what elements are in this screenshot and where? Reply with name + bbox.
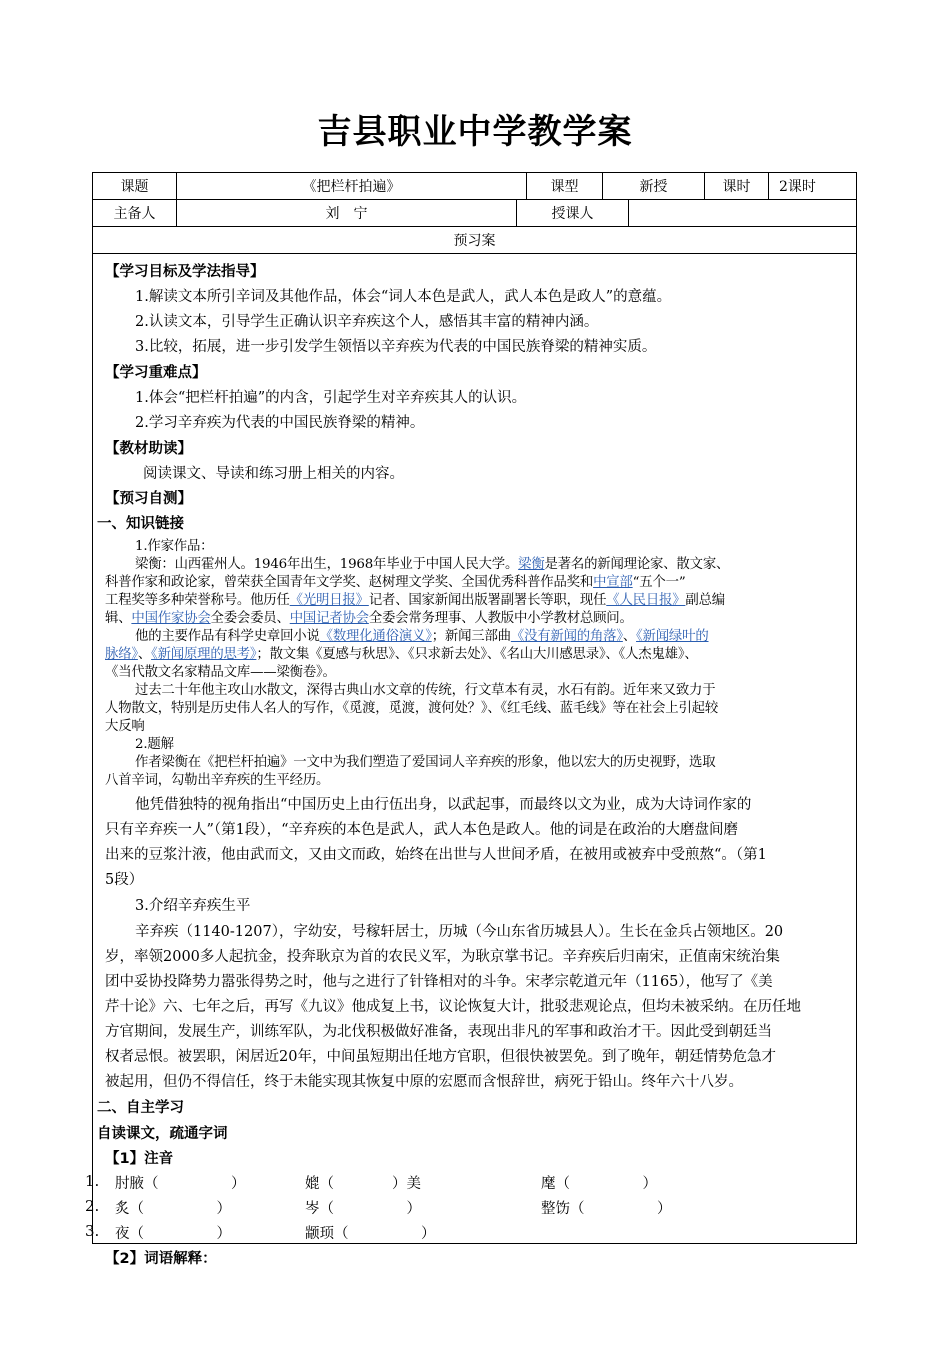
essay-line: 大反响 (105, 719, 145, 734)
topic-explain-line: 5段） (105, 872, 144, 888)
phonetic-row-number: 2. (85, 1197, 100, 1215)
hours-value: 2课时 (779, 179, 816, 195)
topic-value: 《把栏杆拍遍》 (177, 173, 527, 199)
link-journalists-association[interactable]: 中国记者协会 (289, 611, 369, 626)
text-run: 记者、国家新闻出版署副署长等职，现任 (368, 593, 607, 608)
bio-line: 辛弃疾（1140-1207），字幼安，号稼轩居士，历城（今山东省历城县人）。生长在金兵占领地区。20 (135, 924, 784, 940)
link-news-leaves-cont[interactable]: 脉络》 (105, 647, 138, 662)
topic-explain-line: 八首辛词，勾勒出辛弃疾的生平经历。 (105, 773, 330, 788)
link-zhongxuanbu[interactable]: 中宣部 (593, 575, 633, 590)
topic-explain-line: 出来的豆浆汁液，他由武而文，又由文而政，始终在出世与人世间矛盾，在被用或被弃中受煎熬“。（第1 (105, 847, 767, 863)
topic-explain-line: 他凭借独特的视角指出“中国历史上由行伍出身，以武起事，而最终以文为业，成为大诗词作家的 (135, 797, 752, 813)
phonetic-item: 岑（ ） (305, 1201, 421, 1217)
text-run: 全委会常务理事、人教版中小学教材总顾问。 (368, 611, 633, 626)
vocab-heading: 【2】词语解释： (105, 1251, 217, 1267)
self-study-title: 自读课文，疏通字词 (97, 1126, 228, 1142)
text-run: 工程奖等多种荣誉称号。他历任 (105, 593, 290, 608)
text-run: 全委会委员、 (210, 611, 290, 626)
bio-heading: 3.介绍辛弃疾生平 (135, 898, 251, 914)
text-run: “五个一” (632, 575, 686, 590)
keypoint-item: 1.体会“把栏杆拍遍”的内含，引起学生对辛弃疾其人的认识。 (135, 390, 527, 406)
lesson-plan-table (85, 172, 857, 1267)
phonetic-item: 炙（ ） (115, 1201, 231, 1217)
author-intro-line (105, 607, 633, 626)
selftest-heading: 【预习自测】 (105, 491, 192, 507)
topic-explain-line: 只有辛弃疾一人”（第1段），“辛弃疾的本色是武人，武人本色是政人。他的词是在政治的大磨盘间磨 (105, 822, 739, 838)
hours-label: 课时 (705, 173, 769, 199)
link-math-novel[interactable]: 《数理化通俗演义》 (319, 629, 432, 644)
essay-line: 人物散文，特别是历史伟人名人的写作，《觅渡，觅渡，渡何处？》、《红毛线、蓝毛线》等在社会上引起较 (105, 701, 719, 716)
works-line (105, 643, 698, 662)
bio-line: 权者忌恨。被罢职，闲居近20年，中间虽短期出任地方官职，但很快被罢免。到了晚年，朝廷情势危急才 (105, 1049, 776, 1065)
link-peoples-daily[interactable]: 《人民日报》 (606, 593, 686, 608)
link-news-corner[interactable]: 《没有新闻的角落》 (510, 629, 623, 644)
teacher-value (629, 200, 857, 226)
phonetic-item: 肘腋（ ） (115, 1176, 246, 1192)
link-guangming-daily[interactable]: 《光明日报》 (289, 593, 369, 608)
bio-line: 被起用，但仍不得信任，终于未能实现其恢复中原的宏愿而含恨辞世，病死于铅山。终年六十八岁。 (105, 1074, 743, 1090)
bio-line: 岁，率领2000多人起抗金，投奔耿京为首的农民义军，为耿京掌书记。辛弃疾后归南宋，正值南宋统治集 (105, 949, 780, 965)
text-run: 科普作家和政论家，曾荣获全国青年文学奖、赵树理文学奖、全国优秀科普作品奖和 (105, 575, 594, 590)
section-row (93, 227, 856, 254)
phonetic-row-number: 1. (85, 1172, 100, 1190)
text-run: ；散文集《夏感与秋思》、《只求新去处》、《名山大川感思录》、《人杰鬼雄》、 (256, 647, 698, 662)
text-run: 、 (622, 629, 637, 644)
link-news-leaves[interactable]: 《新闻绿叶的 (636, 629, 709, 644)
phonetic-item: 夜（ ） (115, 1226, 231, 1242)
teacher-label: 授课人 (517, 200, 629, 226)
keypoints-heading: 【学习重难点】 (105, 365, 207, 381)
topic-explain-heading: 2.题解 (135, 737, 174, 752)
author-intro-line (105, 571, 686, 590)
reading-heading: 【教材助读】 (105, 441, 192, 457)
text-run: 梁衡：山西霍州人。1946年出生，1968年毕业于中国人民大学。 (135, 557, 519, 572)
bio-line: 方官期间，发展生产，训练军队，为北伐积极做好准备，表现出非凡的军事和政治才干。因此受到朝廷当 (105, 1024, 772, 1040)
reading-text: 阅读课文、导读和练习册上相关的内容。 (143, 466, 404, 482)
text-run: ；新闻三部曲 (431, 629, 511, 644)
header-row-1 (93, 173, 856, 200)
knowledge-link-heading: 一、知识链接 (97, 516, 184, 532)
header-row-2 (93, 200, 856, 227)
self-study-heading: 二、自主学习 (97, 1100, 184, 1116)
text-run: 《当代散文名家精品文库——梁衡卷》。 (105, 665, 336, 680)
author-intro-line (135, 553, 729, 572)
text-run: 、 (137, 647, 152, 662)
phonetic-item: 麾（ ） (541, 1176, 657, 1192)
phonetic-item: 媲（ ）美 (305, 1176, 421, 1192)
essay-line: 过去二十年他主攻山水散文，深得古典山水文章的传统，行文草本有灵，水石有韵。近年来又致力于 (135, 683, 716, 698)
document-title: 吉县职业中学教学案 (317, 112, 633, 152)
goal-item: 1.解读文本所引辛词及其他作品，体会“词人本色是武人，武人本色是政人”的意蕴。 (135, 289, 672, 305)
preparer-label: 主备人 (93, 200, 177, 226)
goal-item: 3.比较，拓展，进一步引发学生领悟以辛弃疾为代表的中国民族脊梁的精神实质。 (135, 339, 657, 355)
phonetic-item: 颛顼（ ） (305, 1226, 436, 1242)
phonetic-row-number: 3. (85, 1222, 100, 1240)
keypoint-item: 2.学习辛弃疾为代表的中国民族脊梁的精神。 (135, 415, 425, 431)
type-label: 课型 (527, 173, 603, 199)
author-works-heading: 1.作家作品： (135, 539, 214, 554)
preparer-value: 刘 宁 (177, 200, 517, 226)
text-run: 副总编 (685, 593, 725, 608)
bio-line: 芹十论》六、七年之后，再写《九议》他成复上书，议论恢复大计，批驳悲观论点，但均未被采纳。在历任地 (105, 999, 801, 1015)
topic-explain-line: 作者梁衡在《把栏杆拍遍》一文中为我们塑造了爱国词人辛弃疾的形象，他以宏大的历史视野，选取 (135, 755, 716, 770)
bio-line: 团中妥协投降势力嚣张得势之时，他与之进行了针锋相对的斗争。宋孝宗乾道元年（1165），他写了《美 (105, 974, 773, 990)
goals-heading: 【学习目标及学法指导】 (105, 264, 265, 280)
section-title: 预习案 (453, 233, 496, 249)
text-run: 他的主要作品有科学史章回小说 (135, 629, 320, 644)
link-liangheng[interactable]: 梁衡 (518, 557, 545, 572)
phonetic-heading: 【1】注音 (105, 1151, 174, 1167)
link-writers-association[interactable]: 中国作家协会 (131, 611, 211, 626)
text-run: 辑、 (105, 611, 132, 626)
goal-item: 2.认读文本，引导学生正确认识辛弃疾这个人，感悟其丰富的精神内涵。 (135, 314, 599, 330)
author-intro-line (105, 589, 725, 608)
text-run: 是著名的新闻理论家、散文家、 (544, 557, 730, 572)
type-value: 新授 (603, 173, 705, 199)
link-news-principles[interactable]: 《新闻原理的思考》 (151, 647, 257, 662)
works-line (105, 661, 336, 680)
topic-label: 课题 (93, 173, 177, 199)
works-line (135, 625, 709, 644)
phonetic-item: 整饬（ ） (541, 1201, 672, 1217)
